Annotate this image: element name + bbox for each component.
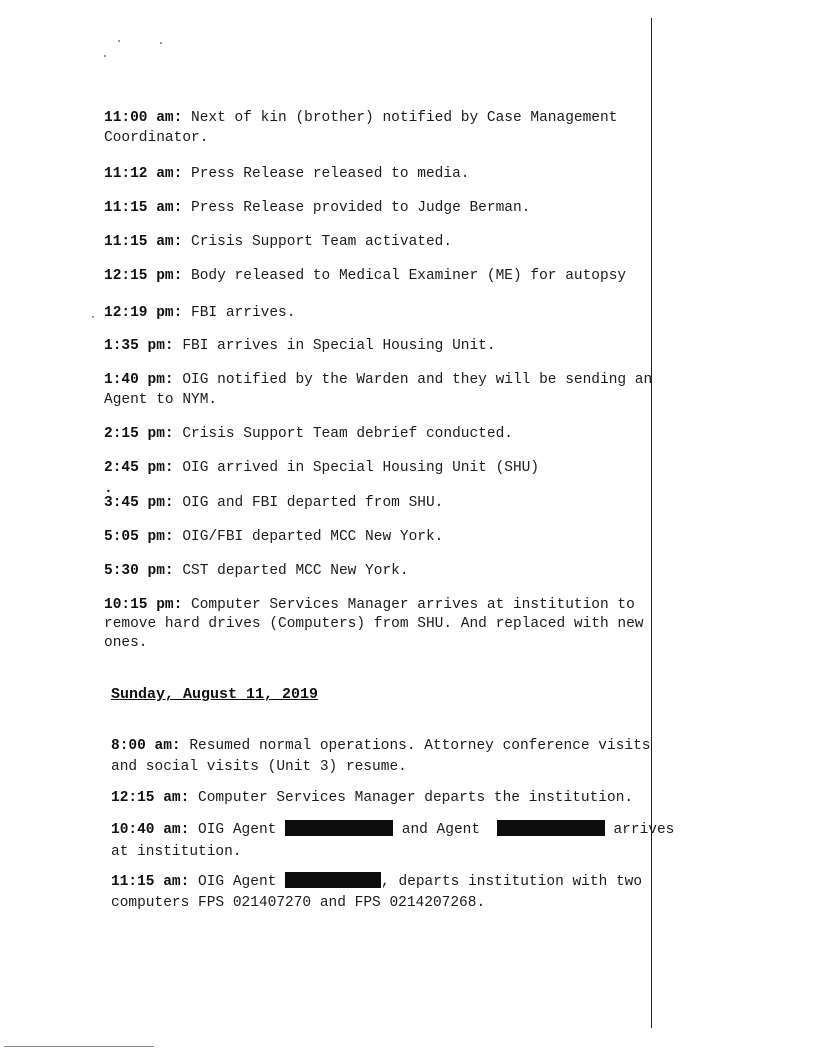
timeline-entry	[104, 561, 409, 581]
entry-time: 2:45 pm:	[104, 460, 174, 476]
entry-text: FBI arrives in Special Housing Unit.	[173, 338, 496, 354]
entry-text: Computer Services Manager arrives at institution to	[182, 597, 635, 613]
entry-time: 2:15 pm:	[104, 426, 174, 442]
entry-text-continued: computers FPS 021407270 and FPS 0214207268.	[111, 895, 486, 911]
entry-text-continued: at institution.	[111, 844, 242, 860]
timeline-entry	[104, 266, 626, 286]
entry-text: OIG Agent	[189, 874, 286, 890]
entry-text: OIG arrived in Special Housing Unit (SHU)	[173, 460, 540, 476]
entry-text: Press Release provided to Judge Berman.	[182, 200, 531, 216]
redaction-block	[285, 872, 381, 888]
scan-speck	[160, 42, 162, 44]
entry-text: FBI arrives.	[182, 305, 296, 321]
timeline-entry	[104, 164, 469, 184]
entry-text: Computer Services Manager departs the institution.	[189, 790, 634, 806]
entry-text-continued: Coordinator.	[104, 130, 209, 146]
timeline-entry	[104, 424, 513, 444]
entry-time: 11:12 am:	[104, 166, 183, 182]
entry-text-continued: and social visits (Unit 3) resume.	[111, 759, 407, 775]
entry-text: Resumed normal operations. Attorney conference visits	[180, 738, 651, 754]
entry-time: 1:40 pm:	[104, 372, 174, 388]
scan-bottom-line	[4, 1046, 154, 1047]
entry-time: 10:15 pm:	[104, 597, 183, 613]
entry-time: 5:05 pm:	[104, 529, 174, 545]
entry-text: Next of kin (brother) notified by Case Management	[182, 110, 618, 126]
timeline-entry	[104, 108, 617, 128]
entry-time: 12:19 pm:	[104, 305, 183, 321]
scan-speck	[118, 40, 120, 42]
timeline-entry	[104, 198, 530, 218]
scan-speck	[92, 316, 94, 318]
entry-text: OIG and FBI departed from SHU.	[173, 495, 444, 511]
entry-time: 5:30 pm:	[104, 563, 174, 579]
entry-text: OIG/FBI departed MCC New York.	[173, 529, 444, 545]
entry-text: OIG notified by the Warden and they will be sending an	[173, 372, 653, 388]
entry-time: 1:35 pm:	[104, 338, 174, 354]
timeline-entry	[104, 527, 443, 547]
timeline-entry	[104, 336, 496, 356]
timeline-entry	[104, 493, 443, 513]
entry-text: arrives	[604, 822, 675, 838]
entry-time: 3:45 pm:	[104, 495, 174, 511]
scan-speck	[104, 55, 106, 57]
entry-time: 12:15 am:	[111, 790, 190, 806]
entry-time: 10:40 am:	[111, 822, 190, 838]
entry-time: 11:15 am:	[104, 200, 183, 216]
entry-text-continued: Agent to NYM.	[104, 392, 218, 408]
redaction-block	[497, 820, 605, 836]
timeline-entry	[104, 458, 539, 478]
timeline-entry	[111, 736, 651, 756]
timeline-entry	[104, 303, 295, 323]
entry-text: and Agent	[393, 822, 489, 838]
entry-text: CST departed MCC New York.	[173, 563, 409, 579]
entry-time: 11:00 am:	[104, 110, 183, 126]
entry-text: Crisis Support Team debrief conducted.	[173, 426, 513, 442]
entry-time: 12:15 pm:	[104, 268, 183, 284]
redaction-block	[285, 820, 393, 836]
entry-text: OIG Agent	[189, 822, 286, 838]
entry-text-continued: ones.	[104, 635, 148, 651]
entry-text: Press Release released to media.	[182, 166, 470, 182]
entry-time: 11:15 am:	[104, 234, 183, 250]
timeline-entry	[111, 820, 674, 840]
timeline-entry	[104, 370, 652, 390]
date-heading: Sunday, August 11, 2019	[111, 686, 319, 703]
entry-text: , departs institution with two	[381, 874, 643, 890]
entry-text: Crisis Support Team activated.	[182, 234, 453, 250]
stray-mark: .	[104, 481, 113, 497]
scan-vertical-line	[651, 18, 652, 1028]
entry-text: Body released to Medical Examiner (ME) for autopsy	[182, 268, 627, 284]
timeline-entry	[111, 872, 642, 892]
timeline-entry	[104, 232, 452, 252]
entry-time: 11:15 am:	[111, 874, 190, 890]
entry-time: 8:00 am:	[111, 738, 181, 754]
entry-text-continued: remove hard drives (Computers) from SHU. And replaced with new	[104, 616, 644, 632]
timeline-entry	[111, 788, 633, 808]
timeline-entry	[104, 595, 635, 615]
